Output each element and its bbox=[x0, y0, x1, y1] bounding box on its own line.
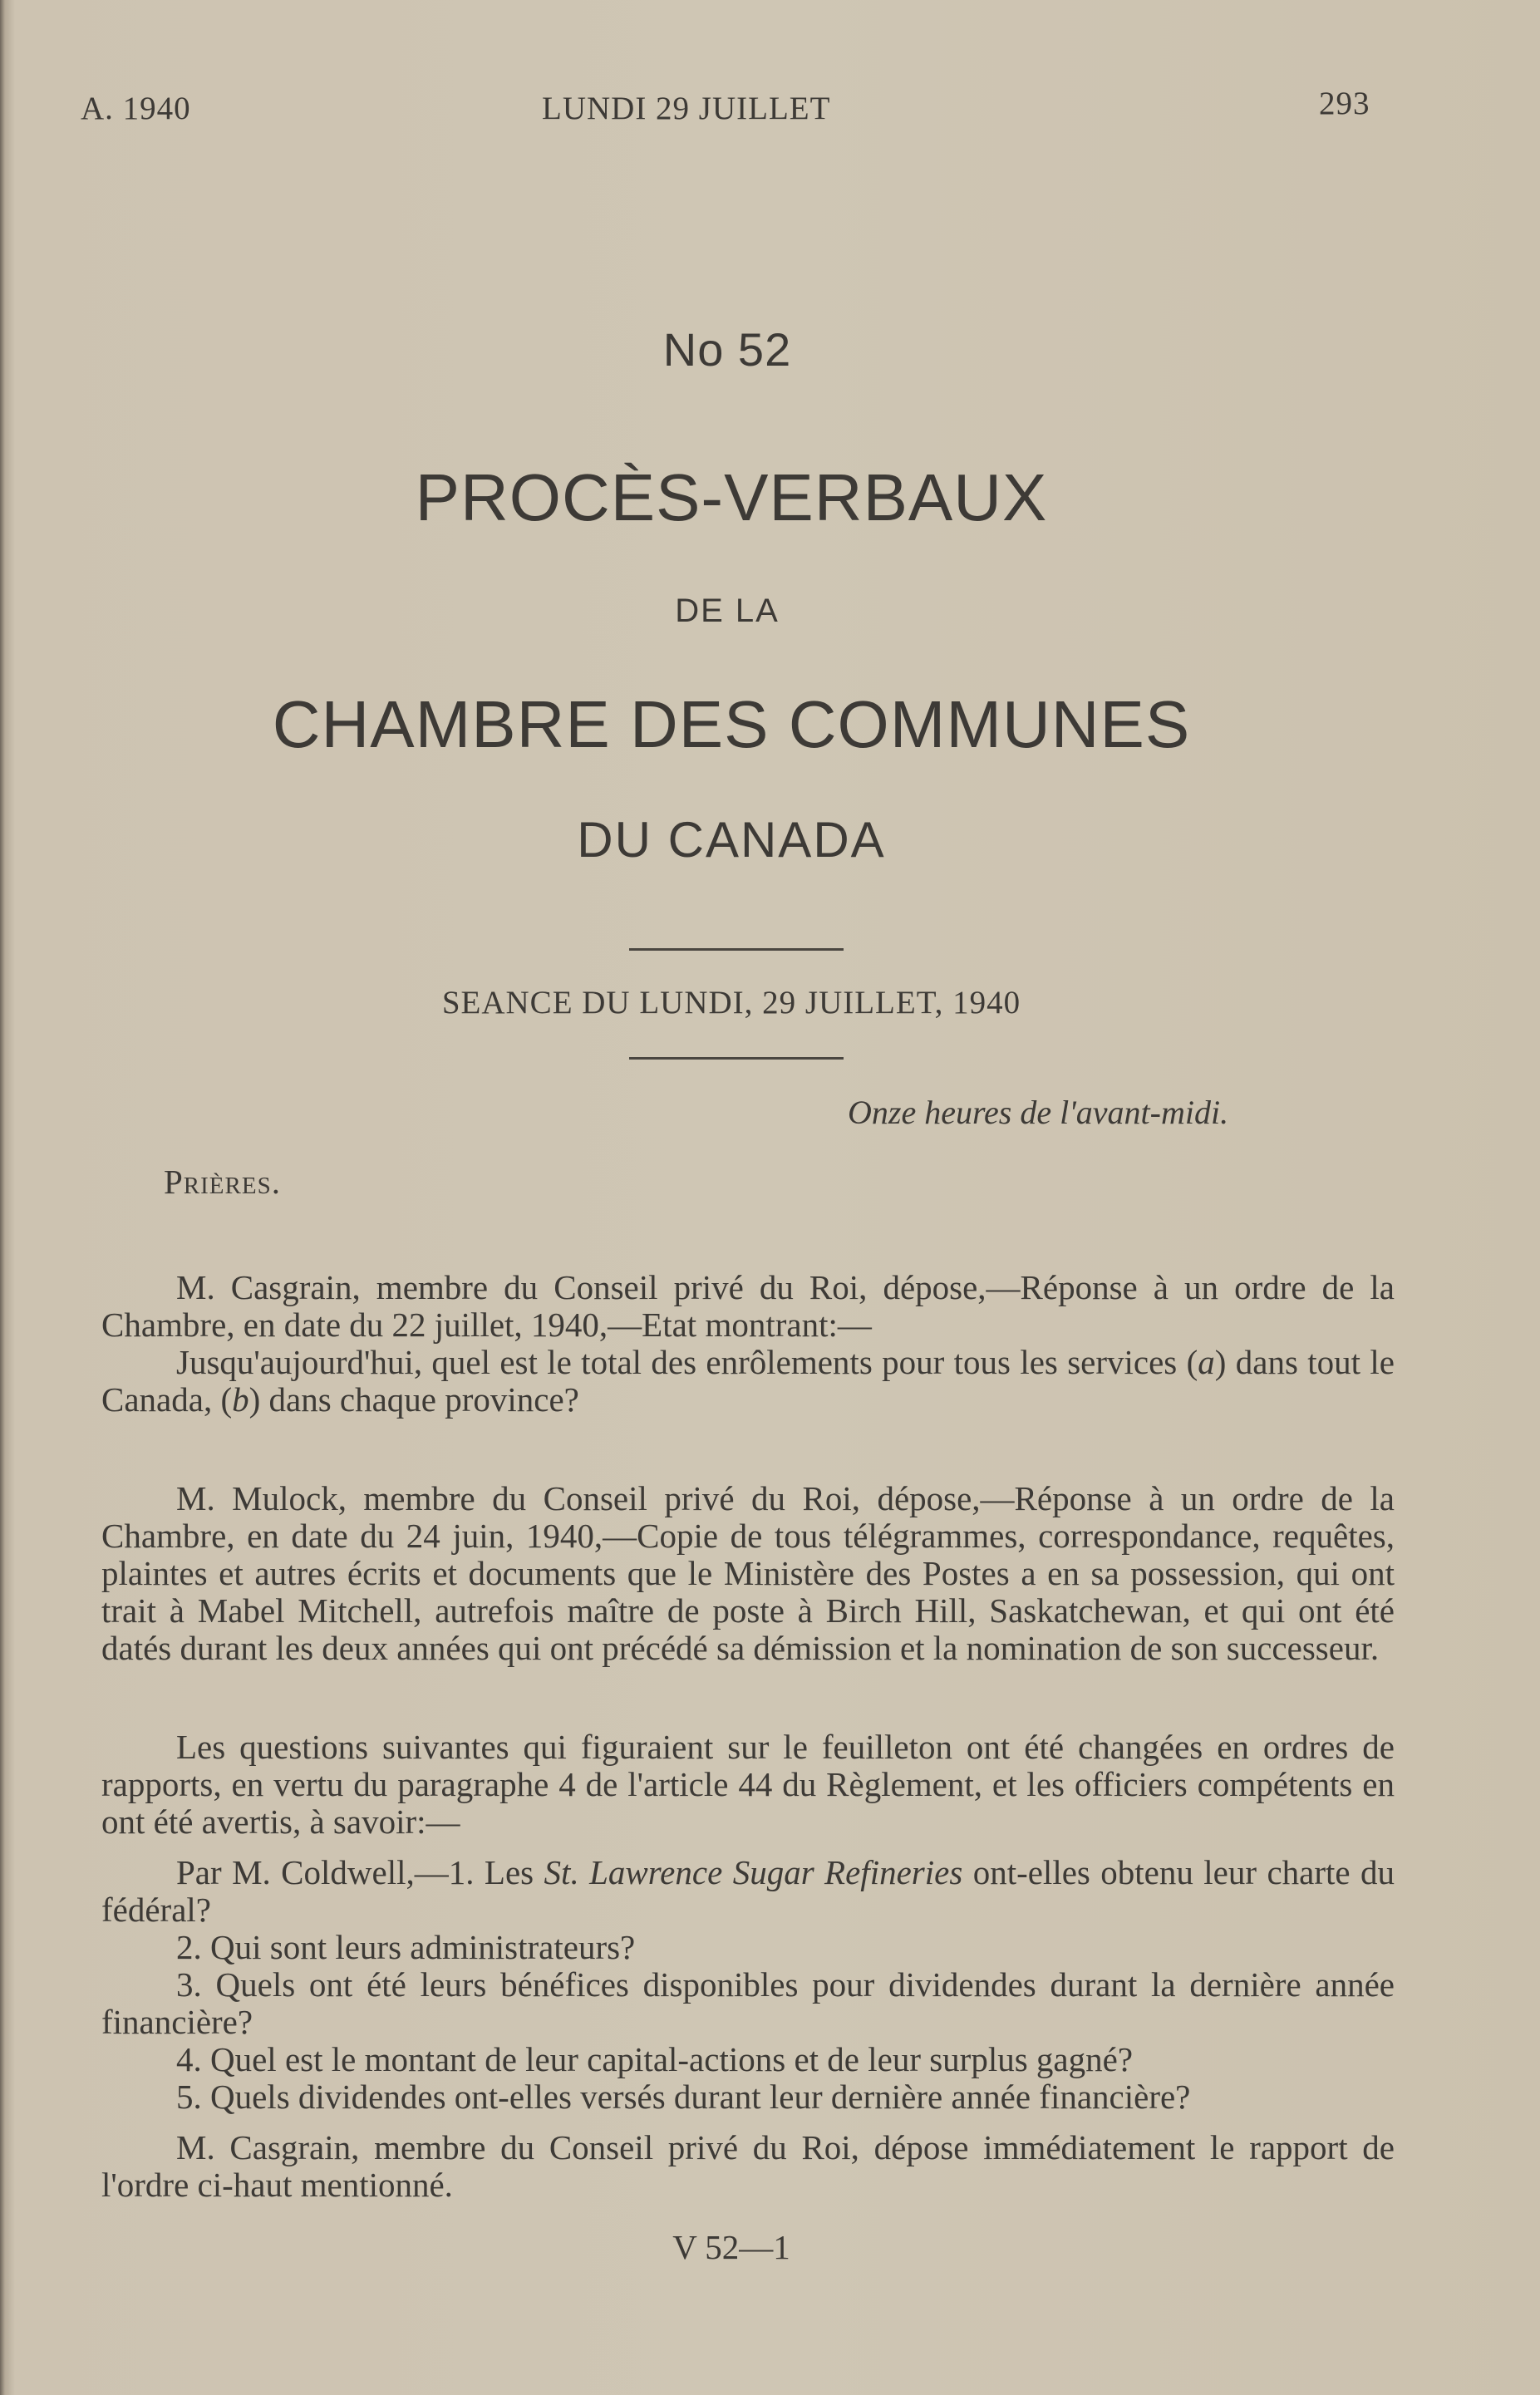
company-name: St. Lawrence Sugar Refineries bbox=[544, 1853, 963, 1891]
title-proces-verbaux: PROCÈS-VERBAUX bbox=[415, 460, 1048, 534]
text-run-italic: b bbox=[232, 1380, 249, 1419]
paragraph-casgrain-report: M. Casgrain, membre du Conseil privé du Roi, dépose immédiatement le rapport de l'ordre ci-haut mentionné. bbox=[101, 2128, 1395, 2204]
prayers-text: Prières. bbox=[164, 1163, 281, 1201]
proceedings-body bbox=[101, 1163, 1395, 2204]
question-2: 2. Qui sont leurs administrateurs? bbox=[176, 1928, 636, 1966]
paragraph-questions-intro: Les questions suivantes qui figuraient sur le feuilleton ont été changées en ordres de rapports, en vertu du paragraphe 4 de l'article 44 du Règlement, et les officiers compétents en ont été avertis, à savoir:— bbox=[101, 1728, 1395, 1841]
text-run: ont-elles obtenu leur charte du fédéral? bbox=[101, 1853, 1395, 1929]
running-head-date: LUNDI 29 JUILLET bbox=[542, 91, 831, 126]
text-run: Par M. Coldwell,—1. Les bbox=[176, 1853, 544, 1891]
sitting-heading: SEANCE DU LUNDI, 29 JUILLET, 1940 bbox=[441, 985, 1021, 1020]
paragraph-coldwell-question bbox=[101, 1854, 1395, 1929]
paragraph-casgrain-return: M. Casgrain, membre du Conseil privé du Roi, dépose,—Réponse à un ordre de la Chambre, en date du 22 juillet, 1940,—Etat montrant:— bbox=[101, 1268, 1395, 1344]
question-5: 5. Quels dividendes ont-elles versés durant leur dernière année financière? bbox=[176, 2078, 1191, 2116]
sitting-time: Onze heures de l'avant-midi. bbox=[848, 1094, 1229, 1131]
text-run: ) dans chaque province? bbox=[248, 1380, 579, 1419]
paragraph-enrolment-question bbox=[101, 1344, 1395, 1419]
signature-mark: V 52—1 bbox=[672, 2228, 790, 2266]
title-chambre: CHAMBRE DES COMMUNES bbox=[272, 687, 1191, 761]
question-4: 4. Quel est le montant de leur capital-actions et de leur surplus gagné? bbox=[176, 2040, 1134, 2078]
issue-number: No 52 bbox=[662, 323, 792, 376]
question-3: 3. Quels ont été leurs bénéfices disponibles pour dividendes durant la dernière année financière? bbox=[101, 1965, 1395, 2041]
text-run-italic: a bbox=[1198, 1343, 1215, 1381]
page-number: 293 bbox=[1319, 86, 1370, 121]
running-head-year: A. 1940 bbox=[81, 91, 191, 126]
text-run: Jusqu'aujourd'hui, quel est le total des enrôlements pour tous les services ( bbox=[176, 1343, 1198, 1381]
paragraph-mulock-return: M. Mulock, membre du Conseil privé du Roi, dépose,—Réponse à un ordre de la Chambre, en date du 24 juin, 1940,—Copie de tous télégrammes, correspondance, requêtes, plaintes et autres écrits et documents que le Ministère des Postes a en sa possession, qui ont trait à Mabel Mitchell, autrefois maître de poste à Birch Hill, Saskatchewan, et qui ont été datés durant les deux années qui ont précédé sa démission et la nomination de son successeur. bbox=[101, 1479, 1395, 1667]
prayers-heading bbox=[101, 1163, 1395, 1201]
text-run: ) dans tout le Canada, ( bbox=[101, 1343, 1395, 1419]
divider-rule bbox=[629, 948, 844, 951]
title-de-la: DE LA bbox=[675, 593, 780, 629]
title-canada: DU CANADA bbox=[577, 812, 886, 868]
divider-rule bbox=[629, 1057, 844, 1060]
